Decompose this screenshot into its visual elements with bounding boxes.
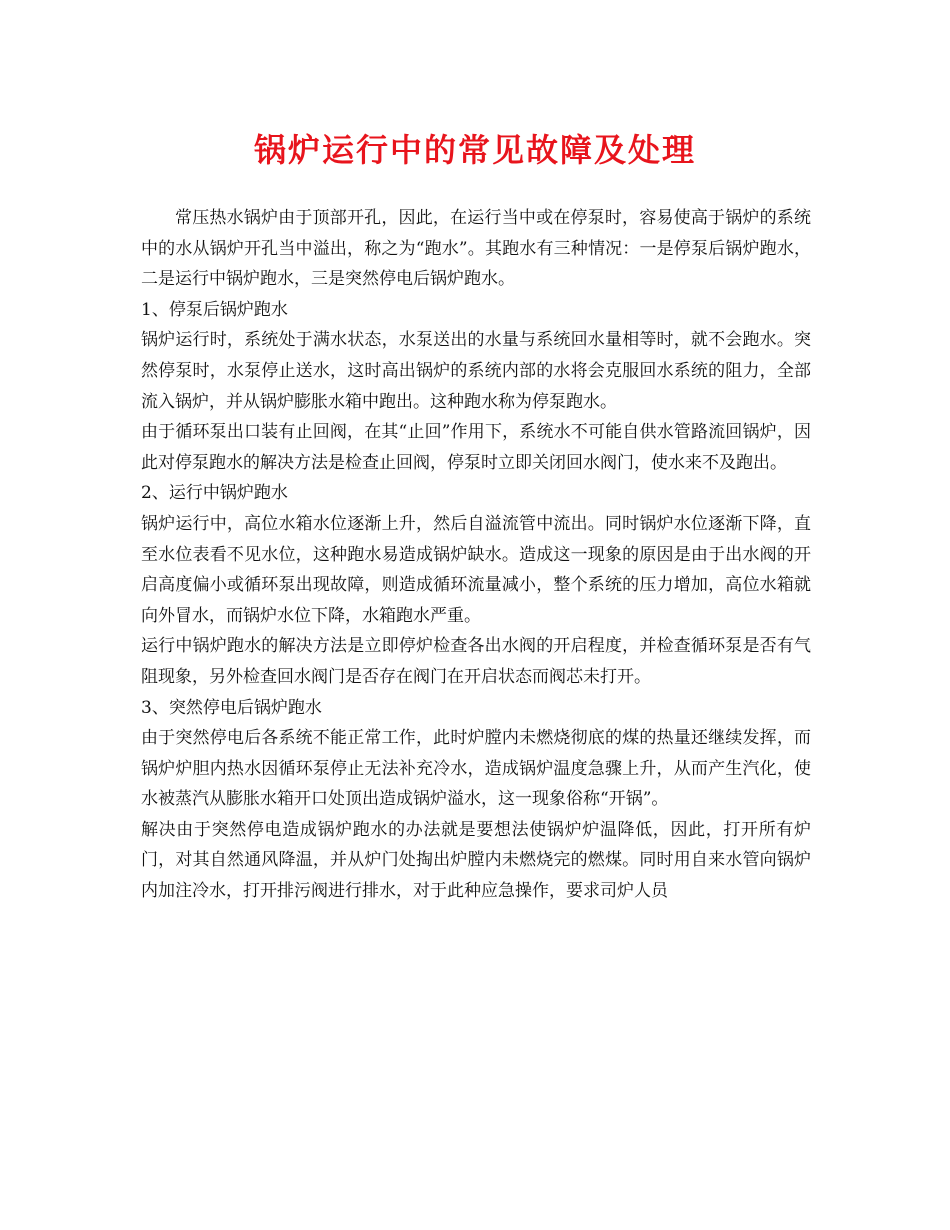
section-heading-1: 1、停泵后锅炉跑水: [141, 299, 288, 320]
body-paragraph: 由于循环泵出口装有止回阀，在其“止回”作用下，系统水不可能自供水管路流回锅炉，因此对停泵跑水的解决方法是检查止回阀，停泵时立即关闭回水阀门，使水来不及跑出。: [141, 422, 811, 473]
body-paragraph: 锅炉运行时，系统处于满水状态，水泵送出的水量与系统回水量相等时，就不会跑水。突然停泵时，水泵停止送水，这时高出锅炉的系统内部的水将会克服回水系统的阻力，全部流入锅炉，并从锅炉膨胀水箱中跑出。这种跑水称为停泵跑水。: [141, 330, 811, 412]
document-body: [141, 203, 811, 907]
document-title: 锅炉运行中的常见故障及处理: [253, 131, 696, 169]
section-heading-2: 2、运行中锅炉跑水: [141, 483, 288, 504]
section-heading-3: 3、突然停电后锅炉跑水: [141, 697, 322, 718]
body-paragraph: 解决由于突然停电造成锅炉跑水的办法就是要想法使锅炉炉温降低，因此，打开所有炉门，对其自然通风降温，并从炉门处掏出炉膛内未燃烧完的燃煤。同时用自来水管向锅炉内加注冷水，打开排污阀进行排水，对于此种应急操作，要求司炉人员: [141, 819, 811, 902]
body-paragraph: 运行中锅炉跑水的解决方法是立即停炉检查各出水阀的开启程度，并检查循环泵是否有气阻现象，另外检查回水阀门是否存在阀门在开启状态而阀芯未打开。: [141, 636, 811, 687]
body-paragraph: 锅炉运行中，高位水箱水位逐渐上升，然后自溢流管中流出。同时锅炉水位逐渐下降，直至水位表看不见水位，这种跑水易造成锅炉缺水。造成这一现象的原因是由于出水阀的开启高度偏小或循环泵出现故障，则造成循环流量减小，整个系统的压力增加，高位水箱就向外冒水，而锅炉水位下降，水箱跑水严重。: [141, 513, 811, 626]
intro-paragraph: 常压热水锅炉由于顶部开孔，因此，在运行当中或在停泵时，容易使高于锅炉的系统中的水从锅炉开孔当中溢出，称之为“跑水”。其跑水有三种情况：一是停泵后锅炉跑水，二是运行中锅炉跑水，三是突然停电后锅炉跑水。: [141, 208, 811, 290]
body-paragraph: 由于突然停电后各系统不能正常工作，此时炉膛内未燃烧彻底的煤的热量还继续发挥，而锅炉炉胆内热水因循环泵停止无法补充冷水，造成锅炉温度急骤上升，从而产生汽化，使水被蒸汽从膨胀水箱开口处顶出造成锅炉溢水，这一现象俗称“开锅”。: [141, 728, 811, 810]
